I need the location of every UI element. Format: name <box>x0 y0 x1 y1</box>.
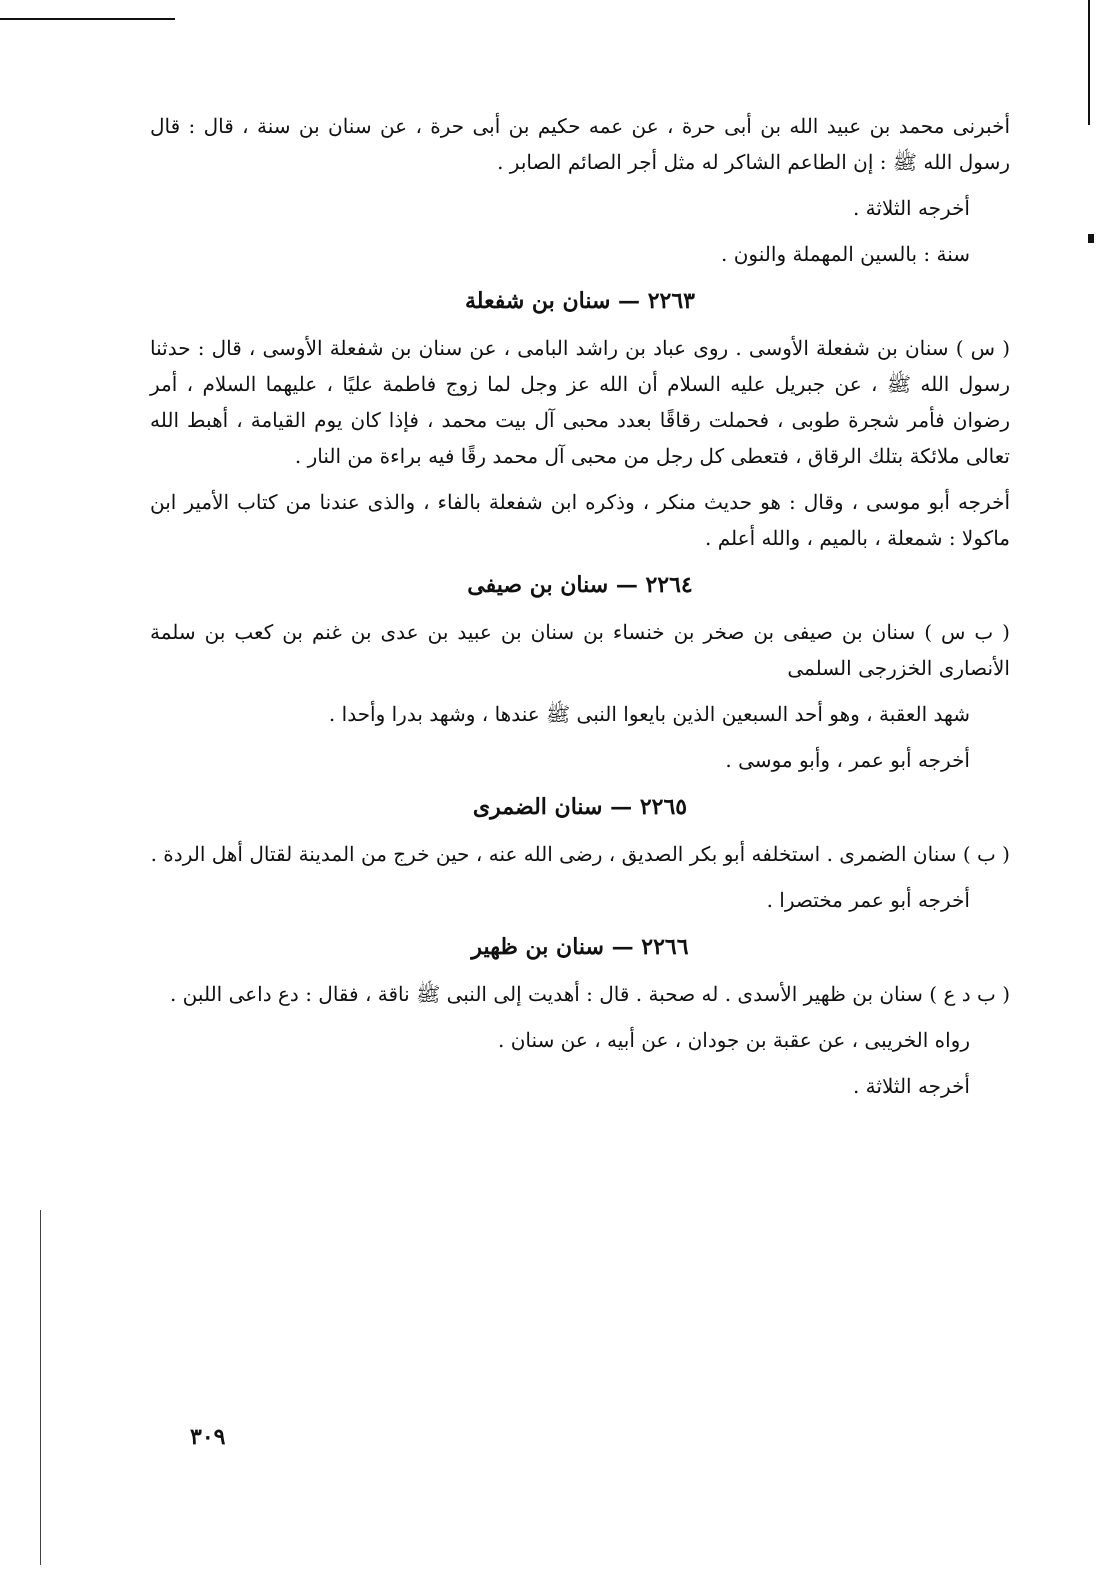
entry-paragraph: أخرجه أبو عمر مختصرا . <box>766 888 970 912</box>
entry-paragraph: شهد العقبة ، وهو أحد السبعين الذين بايعوا النبى ﷺ عندها ، وشهد بدرا وأحدا . <box>328 702 970 726</box>
entry-note: سنة : بالسين المهملة والنون . <box>721 242 970 266</box>
entry-paragraph: رواه الخريبى ، عن عقبة بن جودان ، عن أبيه ، عن سنان . <box>498 1028 970 1052</box>
entry-title: ٢٢٦٤ — سنان بن صيفى <box>467 572 693 598</box>
entry-paragraph: ( ب د ع ) سنان بن ظهير الأسدى . له صحبة . قال : أهديت إلى النبى ﷺ ناقة ، فقال : دع داعى اللبن . <box>169 982 1010 1006</box>
entry-title: ٢٢٦٥ — سنان الضمرى <box>472 794 688 820</box>
left-margin-rule <box>40 1210 41 1565</box>
entry-paragraph: ( ب ) سنان الضمرى . استخلفه أبو بكر الصديق ، رضى الله عنه ، حين خرج من المدينة لقتال أهل الردة . <box>150 842 1010 866</box>
page-body <box>150 108 1010 1114</box>
margin-mark <box>1088 234 1094 243</box>
entry-paragraph: أخرجه أبو عمر ، وأبو موسى . <box>725 748 970 772</box>
entry-paragraph: ( ب س ) سنان بن صيفى بن صخر بن خنساء بن سنان بن عبيد بن عدى بن غنم بن كعب بن سلمة الأنصارى الخزرجى السلمى <box>150 620 1010 680</box>
entry-title: ٢٢٦٦ — سنان بن ظهير <box>471 934 689 960</box>
entry-paragraph: أخرجه الثلاثة . <box>852 1074 970 1098</box>
page-number: ٣٠٩ <box>190 1424 226 1450</box>
entry-source: أخرجه الثلاثة . <box>852 196 970 220</box>
entry-paragraph: ( س ) سنان بن شفعلة الأوسى . روى عباد بن راشد البامى ، عن سنان بن شفعلة الأوسى ، قال : حدثنا رسول الله ﷺ ، عن جبريل عليه السلام أن الله عز وجل لما زوج فاطمة عليًا ، عليهما السلام ، أمر رضوان فأمر شجرة طوبى ، فحملت رقاقًا بعدد محبى آل بيت محمد ، فإذا كان يوم القيامة ، أهبط الله تعالى ملائكة بتلك الرقاق ، فتعطى كل رجل من محبى آل محمد رقًا فيه براءة من النار . <box>150 336 1011 468</box>
entry-continuation: أخبرنى محمد بن عبيد الله بن أبى حرة ، عن عمه حكيم بن أبى حرة ، عن سنان بن سنة ، قال : قال رسول الله ﷺ : إن الطاعم الشاكر له مثل أجر الصائم الصابر . <box>150 114 1010 174</box>
entry-title: ٢٢٦٣ — سنان بن شفعلة <box>465 288 695 314</box>
top-rule <box>0 18 175 20</box>
right-margin-rule <box>1088 0 1090 125</box>
entry-paragraph: أخرجه أبو موسى ، وقال : هو حديث منكر ، وذكره ابن شفعلة بالفاء ، والذى عندنا من كتاب الأمير ابن ماكولا : شمعلة ، بالميم ، والله أعلم . <box>150 490 1010 550</box>
